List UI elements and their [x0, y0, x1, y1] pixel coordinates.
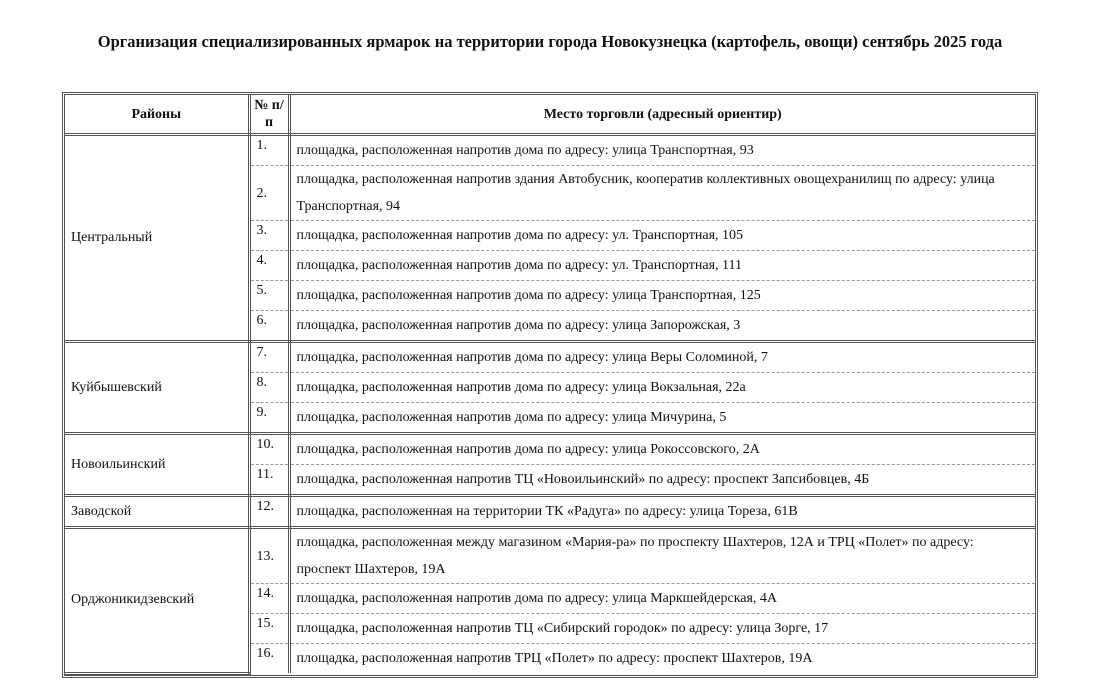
place-cell: площадка, расположенная напротив ТЦ «Новоильинский» по адресу: проспект Запсибовцев, 4Б: [289, 465, 1035, 496]
row-number: 7.: [249, 342, 289, 373]
row-number: 12.: [249, 496, 289, 528]
header-place: Место торговли (адресный ориентир): [289, 95, 1035, 135]
table-row: [65, 135, 1035, 166]
district-cell: Куйбышевский: [65, 342, 249, 434]
table-row: [65, 434, 1035, 465]
row-number: 13.: [249, 528, 289, 584]
row-number: 14.: [249, 584, 289, 614]
place-cell: площадка, расположенная напротив ТРЦ «Полет» по адресу: проспект Шахтеров, 19А: [296, 651, 813, 666]
document-title: Организация специализированных ярмарок на территории города Новокузнецка (картофель, овощи) сентябрь 2025 года: [97, 32, 1003, 51]
header-district: Районы: [65, 95, 249, 135]
table-header-row: [65, 95, 1035, 135]
place-cell: площадка, расположенная напротив здания Автобусник, кооператив коллективных овощехранилищ по адресу: улица Транспортная, 94: [289, 166, 1035, 221]
district-cell: Новоильинский: [65, 434, 249, 496]
place-cell: площадка, расположенная напротив дома по адресу: ул. Транспортная, 105: [289, 221, 1035, 251]
row-number: 10.: [249, 434, 289, 465]
table-row: [65, 528, 1035, 584]
place-cell: площадка, расположенная напротив дома по адресу: улица Маркшейдерская, 4А: [289, 584, 1035, 614]
row-number: 3.: [249, 221, 289, 251]
fairs-table: [62, 92, 1038, 678]
place-cell: площадка, расположенная напротив дома по адресу: улица Транспортная, 93: [289, 135, 1035, 166]
place-cell: площадка, расположенная на территории ТК «Радуга» по адресу: улица Тореза, 61В: [289, 496, 1035, 528]
table-row: [65, 496, 1035, 528]
place-cell: площадка, расположенная напротив дома по адресу: улица Вокзальная, 22а: [289, 373, 1035, 403]
row-number: 4.: [249, 251, 289, 281]
place-cell: площадка, расположенная напротив ТЦ «Сибирский городок» по адресу: улица Зорге, 17: [289, 614, 1035, 644]
table-row: [65, 342, 1035, 373]
row-number: 6.: [249, 311, 289, 342]
row-number: 15.: [249, 614, 289, 644]
district-cell: Орджоникидзевский: [65, 528, 249, 674]
place-cell: площадка, расположенная напротив дома по адресу: улица Рокоссовского, 2А: [289, 434, 1035, 465]
row-number: 11.: [249, 465, 289, 496]
place-cell: площадка, расположенная напротив дома по адресу: улица Веры Соломиной, 7: [289, 342, 1035, 373]
place-cell: площадка, расположенная напротив дома по адресу: ул. Транспортная, 111: [289, 251, 1035, 281]
row-number: 5.: [249, 281, 289, 311]
row-number: 16.: [249, 644, 289, 674]
header-number: № п/п: [249, 95, 289, 135]
row-number: 9.: [249, 403, 289, 434]
district-cell: Заводской: [65, 496, 249, 528]
row-number: 2.: [249, 166, 289, 221]
district-cell: Центральный: [65, 135, 249, 342]
place-cell: площадка, расположенная напротив дома по адресу: улица Запорожская, 3: [289, 311, 1035, 342]
place-cell: площадка, расположенная напротив дома по адресу: улица Мичурина, 5: [289, 403, 1035, 434]
row-number: 8.: [249, 373, 289, 403]
row-number: 1.: [249, 135, 289, 166]
place-cell: площадка, расположенная напротив дома по адресу: улица Транспортная, 125: [289, 281, 1035, 311]
place-cell: площадка, расположенная между магазином «Мария-ра» по проспекту Шахтеров, 12А и ТРЦ «Полет» по адресу: проспект Шахтеров, 19А: [289, 528, 1035, 584]
